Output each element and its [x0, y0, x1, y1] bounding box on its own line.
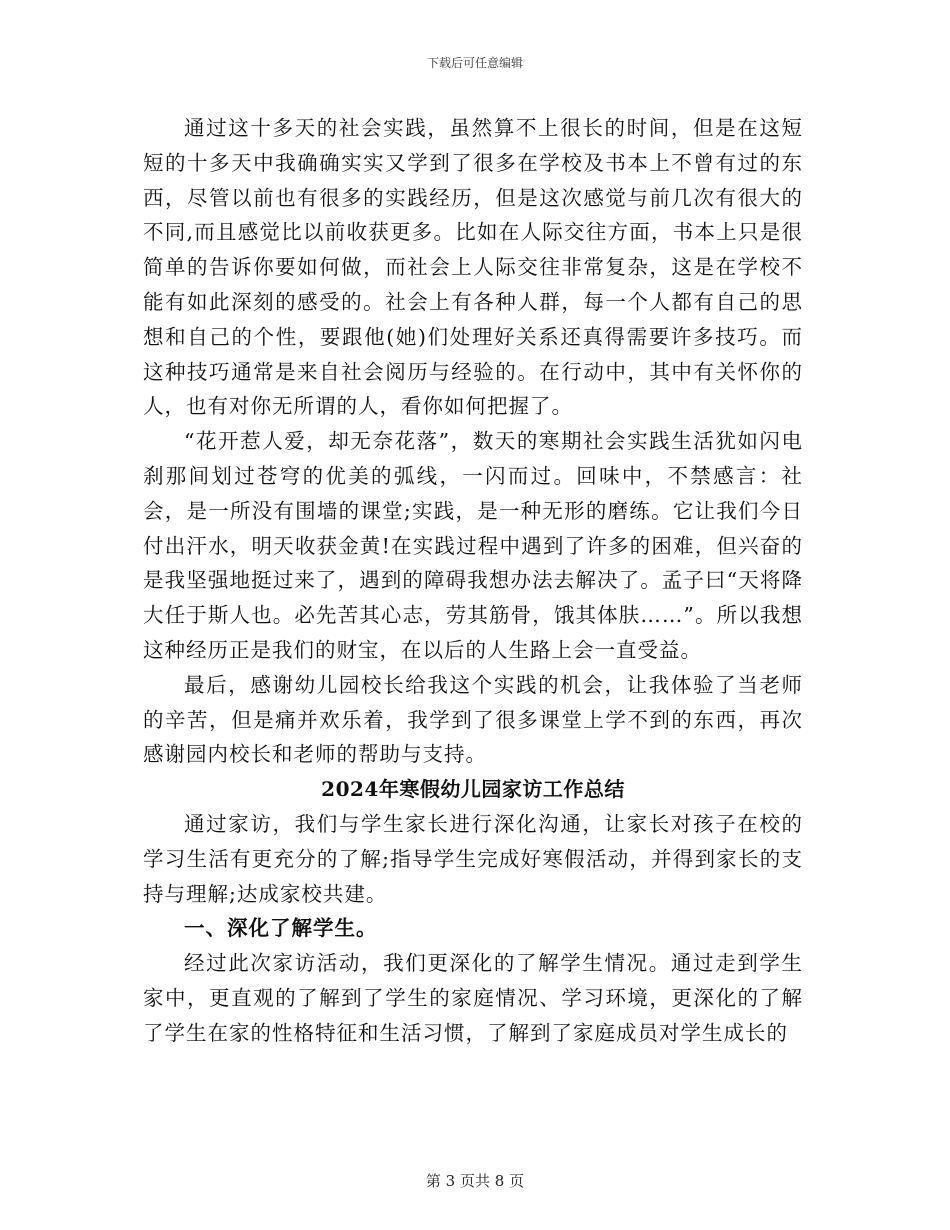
paragraph-understand-students: 经过此次家访活动，我们更深化的了解学生情况。通过走到学生家中，更直观的了解到了学生的家庭情况、学习环境，更深化的了解了学生在家的性格特征和生活习惯，了解到了家庭成员对学生成长的: [143, 951, 803, 1045]
paragraph-flowers-quote: “花开惹人爱，却无奈花落”，数天的寒期社会实践生活犹如闪电刹那间划过苍穹的优美的弧线，一闪而过。回味中，不禁感言：社会，是一所没有围墙的课堂;实践，是一种无形的磨练。它让我们今日付出汗水，明天收获金黄!在实践过程中遇到了许多的困难，但兴奋的是我坚强地挺过来了，遇到的障碍我想办法去解决了。孟子曰“天将降大任于斯人也。必先苦其心志，劳其筋骨，饿其体肤……”。所以我想这种经历正是我们的财宝，在以后的人生路上会一直受益。: [143, 429, 803, 662]
page-number-footer: 第 3 页共 8 页: [425, 1172, 525, 1190]
paragraph-practice-reflection: 通过这十多天的社会实践，虽然算不上很长的时间，但是在这短短的十多天中我确确实实又学到了很多在学校及书本上不曾有过的东西，尽管以前也有很多的实践经历，但是这次感觉与前几次有很大的不同,而且感觉比以前收获更多。比如在人际交往方面，书本上只是很简单的告诉你要如何做，而社会上人际交往非常复杂，这是在学校不能有如此深刻的感受的。社会上有各种人群，每一个人都有自己的思想和自己的个性，要跟他(她)们处理好关系还真得需要许多技巧。而这种技巧通常是来自社会阅历与经验的。在行动中，其中有关怀你的人，也有对你无所谓的人，看你如何把握了。: [143, 116, 803, 419]
subheading-understand-students: 一、深化了解学生。: [184, 916, 378, 941]
paragraph-thanks: 最后，感谢幼儿园校长给我这个实践的机会，让我体验了当老师的辛苦，但是痛并欢乐着，我学到了很多课堂上学不到的东西，再次感谢园内校长和老师的帮助与支持。: [143, 672, 803, 767]
paragraph-home-visit-intro: 通过家访，我们与学生家长进行深化沟通，让家长对孩子在校的学习生活有更充分的了解;指导学生完成好寒假活动，并得到家长的支持与理解;达成家校共建。: [143, 811, 803, 906]
document-body: [143, 111, 803, 1051]
page-header-note: 下载后可任意编辑: [426, 56, 523, 70]
section-title: 2024年寒假幼儿园家访工作总结: [321, 777, 625, 802]
